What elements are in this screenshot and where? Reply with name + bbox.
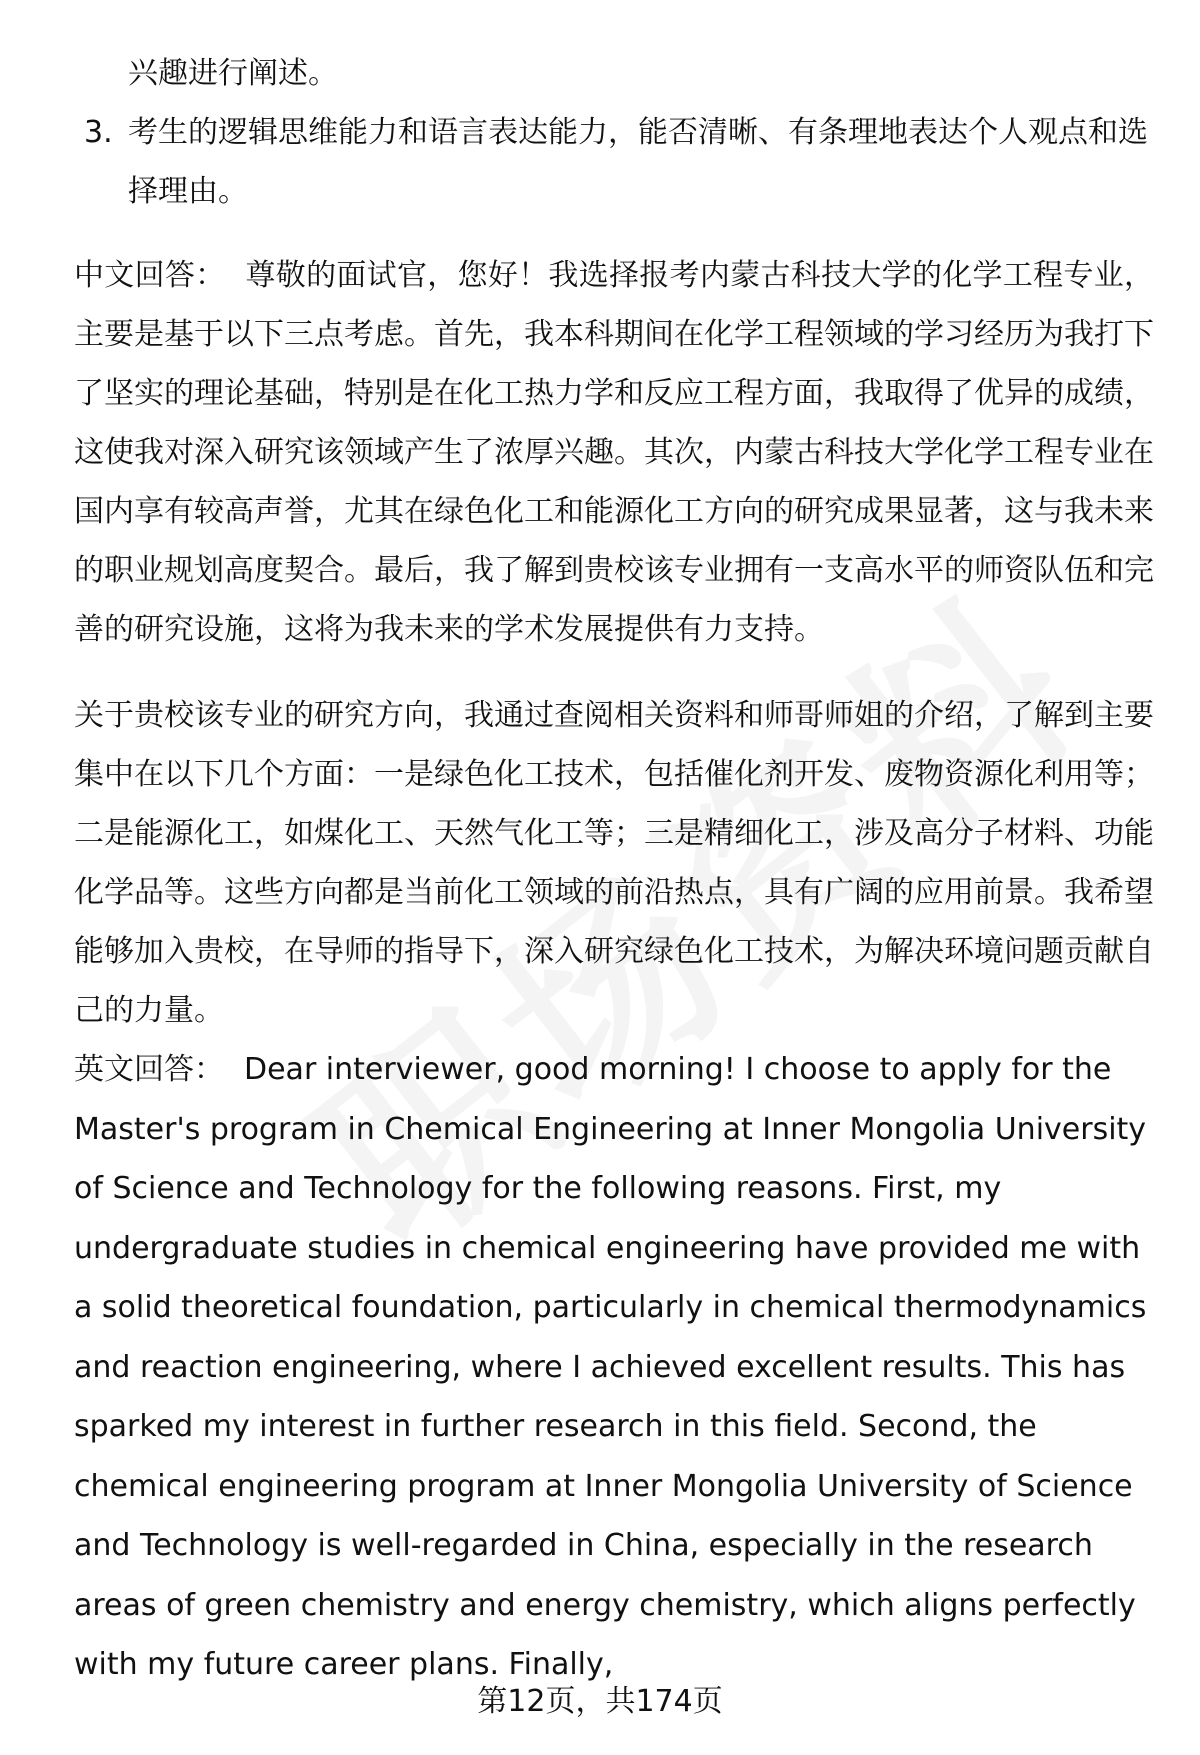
research-paragraph: 关于贵校该专业的研究方向，我通过查阅相关资料和师哥师姐的介绍，了解到主要集中在以下几个方面：一是绿色化工技术，包括催化剂开发、废物资源化利用等；二是能源化工，如煤化工、天然气化工等；三是精细化工，涉及高分子材料、功能化学品等。这些方向都是当前化工领域的前沿热点，具有广阔的应用前景。我希望能够加入贵校，在导师的指导下，深入研究绿色化工技术，为解决环境问题贡献自己的力量。 [74, 698, 1154, 1028]
list-item [74, 103, 1154, 221]
list-text: 考生的逻辑思维能力和语言表达能力，能否清晰、有条理地表达个人观点和选择理由。 [128, 115, 1148, 209]
chinese-answer-text: 尊敬的面试官，您好！我选择报考内蒙古科技大学的化学工程专业，主要是基于以下三点考虑。首先，我本科期间在化学工程领域的学习经历为我打下了坚实的理论基础，特别是在化工热力学和反应工程方面，我取得了优异的成绩，这使我对深入研究该领域产生了浓厚兴趣。其次，内蒙古科技大学化学工程专业在国内享有较高声誉，尤其在绿色化工和能源化工方向的研究成果显著，这与我未来的职业规划高度契合。最后，我了解到贵校该专业拥有一支高水平的师资队伍和完善的研究设施，这将为我未来的学术发展提供有力支持。 [74, 258, 1155, 647]
english-answer-label: 英文回答： [74, 1052, 224, 1087]
continued-text: 兴趣进行阐述。 [128, 56, 338, 91]
page-number-footer: 第12页，共174页 [477, 1684, 723, 1719]
chinese-answer-label: 中文回答： [74, 258, 226, 293]
chinese-answer-paragraph [74, 246, 1154, 659]
english-answer-text: Dear interviewer, good morning! I choose to apply for the Master's program in Chemical Engineering at Inner Mongolia University of Science and Technology for the following reasons. First, my undergraduate studies in chemical engineering have provided me with a solid theoretical foundation, particularly in chemical thermodynamics and reaction engineering, where I achieved excellent results. This has sparked my interest in further research in this field. Second, the chemical engineering program at Inner Mongolia University of Science and Technology is well-regarded in China, especially in the research areas of green chemistry and energy chemistry, which aligns perfectly with my future career plans. Finally, [74, 1052, 1147, 1682]
list-number: 3. [84, 115, 113, 150]
english-answer-paragraph [74, 1040, 1154, 1695]
page-content [74, 44, 1154, 1695]
